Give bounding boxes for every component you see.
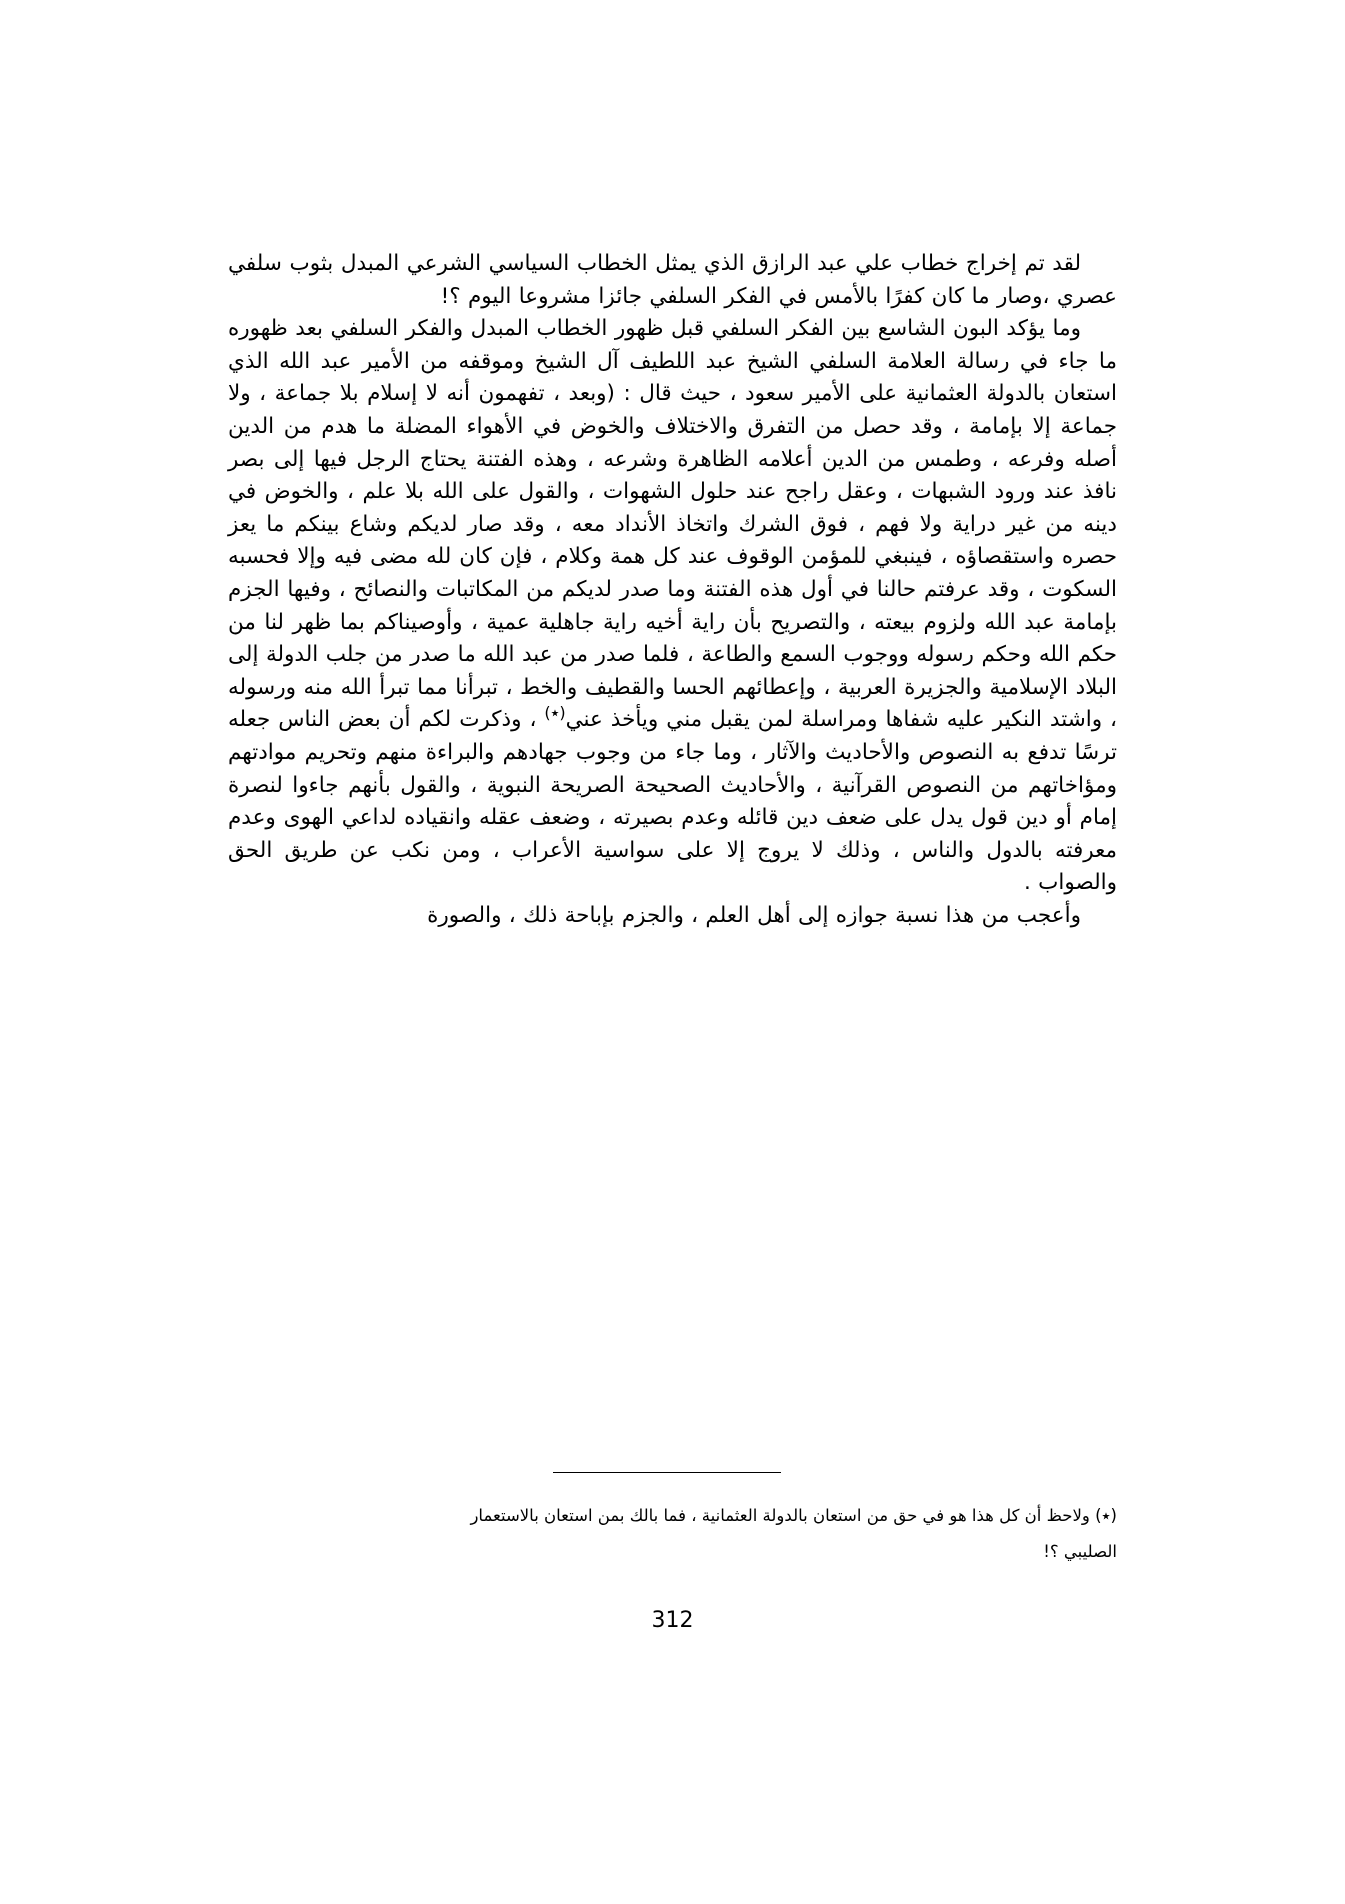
body-paragraph-3: وأعجب من هذا نسبة جوازه إلى أهل العلم ، والجزم بإباحة ذلك ، والصورة: [427, 902, 1081, 928]
paragraph-2-second-part: ، وذكرت لكم أن بعض الناس جعله ترسًا تدفع به النصوص والأحاديث والآثار ، وما جاء من وجوب جهادهم والبراءة منهم وتحريم موادتهم ومؤاخاتهم من النصوص القرآنية ، والأحاديث الصحيحة الصريحة النبوية ، والقول بأنهم جاءوا لنصرة إمام أو دين قول يدل على ضعف دين قائله وعدم بصيرته ، وضعف عقله وانقياده لداعي الهوى وعدم معرفته بالدول والناس ، وذلك لا يروج إلا على سواسية الأعراب ، ومن نكب عن طريق الحق والصواب .: [228, 707, 1117, 896]
page-number: 312: [651, 1608, 694, 1633]
paragraph-2-first-part: وما يؤكد البون الشاسع بين الفكر السلفي قبل ظهور الخطاب المبدل والفكر السلفي بعد ظهوره ما جاء في رسالة العلامة السلفي الشيخ عبد اللطيف آل الشيخ وموقفه من الأمير عبد الله الذي استعان بالدولة العثمانية على الأمير سعود ، حيث قال : (وبعد ، تفهمون أنه لا إسلام بلا جماعة ، ولا جماعة إلا بإمامة ، وقد حصل من التفرق والاختلاف والخوض في الأهواء المضلة ما هدم من الدين أصله وفرعه ، وطمس من الدين أعلامه الظاهرة وشرعه ، وهذه الفتنة يحتاج الرجل فيها إلى بصر نافذ عند ورود الشبهات ، وعقل راجح عند حلول الشهوات ، والقول على الله بلا علم ، والخوض في دينه من غير دراية ولا فهم ، فوق الشرك واتخاذ الأنداد معه ، وقد صار لديكم وشاع بينكم ما يعز حصره واستقصاؤه ، فينبغي للمؤمن الوقوف عند كل همة وكلام ، فإن كان لله مضى فيه وإلا فحسبه السكوت ، وقد عرفتم حالنا في أول هذه الفتنة وما صدر لديكم من المكاتبات والنصائح ، وفيها الجزم بإمامة عبد الله ولزوم بيعته ، والتصريح بأن راية أخيه راية جاهلية عمية ، وأوصيناكم بما ظهر لنا من حكم الله وحكم رسوله ووجوب السمع والطاعة ، فلما صدر من عبد الله ما صدر من جلب الدولة إلى البلاد الإسلامية والجزيرة العربية ، وإعطائهم الحسا والقطيف والخط ، تبرأنا مما تبرأ الله منه ورسوله ، واشتد النكير عليه شفاها ومراسلة لمن يقبل مني ويأخذ عني: [228, 316, 1117, 733]
footnote-text: ولاحظ أن كل هذا هو في حق من استعان بالدولة العثمانية ، فما بالك بمن استعان بالاستعمار: [470, 1506, 1090, 1525]
footnote-entry: [228, 1499, 1117, 1569]
footnote-text-tail: الصليبي ؟!: [1043, 1542, 1117, 1561]
footnote-separator-rule: [553, 1472, 781, 1473]
body-paragraph-2: [228, 313, 1117, 900]
footnote-section: [228, 1472, 1117, 1569]
page-body-text: [228, 248, 1117, 932]
body-paragraph-1: لقد تم إخراج خطاب علي عبد الرازق الذي يمثل الخطاب السياسي الشرعي المبدل بثوب سلفي عصري ،وصار ما كان كفرًا بالأمس في الفكر السلفي جائزا مشروعا اليوم ؟!: [228, 251, 1117, 309]
footnote-reference-marker[interactable]: (٭): [544, 703, 566, 723]
footnote-marker: (٭): [1095, 1506, 1117, 1525]
